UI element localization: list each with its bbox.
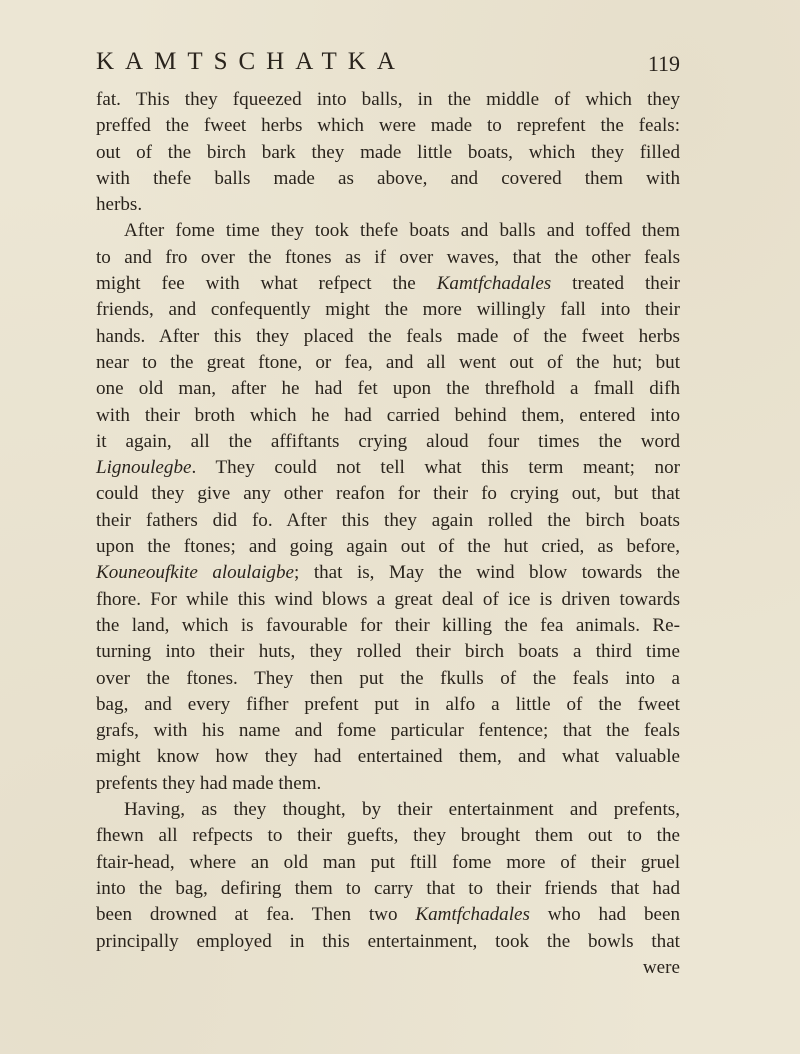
text-line — [96, 823, 680, 849]
text-line — [96, 350, 680, 376]
page-header — [96, 44, 680, 80]
text-segment: grafs, with his name and fome particular fentence; that the feals — [96, 720, 680, 742]
text-segment: After fome time they took thefe boats and balls and toffed them — [124, 220, 680, 242]
text-segment: fat. This they fqueezed into balls, in the middle of which they — [96, 89, 680, 110]
text-line — [96, 113, 680, 139]
text-line — [96, 324, 680, 350]
text-line — [96, 297, 680, 323]
text-segment: prefents they had made them. — [96, 772, 322, 794]
text-line — [96, 560, 680, 586]
text-segment: could they give any other reafon for their fo crying out, but that — [96, 483, 680, 505]
text-segment: who had been — [529, 904, 680, 926]
text-segment: it again, all the affiftants crying aloud four times the word — [96, 430, 680, 452]
text-segment: with thefe balls made as above, and covered them with — [96, 167, 680, 189]
text-line — [96, 455, 680, 481]
text-segment: preffed the fweet herbs which were made to reprefent the feals: — [96, 115, 680, 137]
text-segment: with their broth which he had carried behind them, entered into — [96, 404, 680, 426]
text-line — [96, 218, 680, 244]
text-line — [96, 850, 680, 876]
text-segment: might know how they had entertained them, and what valuable — [96, 746, 680, 768]
text-segment: principally employed in this entertainment, took the bowls that — [96, 930, 680, 952]
text-segment: bag, and every fifher prefent put in alfo a little of the fweet — [96, 693, 680, 715]
text-segment: near to the great ftone, or fea, and all went out of the hut; but — [96, 351, 680, 373]
text-segment: Having, as they thought, by their entertainment and prefents, — [124, 799, 680, 821]
text-segment: were — [642, 956, 680, 978]
body-text — [96, 87, 680, 981]
text-segment: been drowned at fea. Then two — [96, 904, 416, 926]
text-line — [96, 718, 680, 744]
page-number: 119 — [647, 51, 680, 76]
text-segment: treated their — [551, 273, 680, 295]
text-segment: fhore. For while this wind blows a great deal of ice is driven towards — [96, 588, 680, 610]
text-segment: the land, which is favourable for their killing the fea animals. Re- — [96, 614, 680, 636]
text-line — [96, 140, 680, 166]
text-line — [96, 429, 680, 455]
text-segment: herbs. — [96, 194, 143, 216]
text-line — [96, 692, 680, 718]
text-segment: their fathers did fo. After this they again rolled the birch boats — [96, 509, 680, 531]
text-line — [96, 376, 680, 402]
text-segment: friends, and confequently might the more willingly fall into their — [96, 299, 680, 321]
text-segment: over the ftones. They then put the fkulls of the feals into a — [96, 667, 680, 689]
text-segment: hands. After this they placed the feals made of the fweet herbs — [96, 325, 680, 347]
text-line — [96, 192, 680, 218]
text-line — [96, 639, 680, 665]
text-segment: fhewn all refpects to their guefts, they brought them out to the — [96, 825, 680, 847]
text-line — [96, 902, 680, 928]
text-line — [96, 744, 680, 770]
text-segment: might fee with what refpect the — [96, 273, 437, 295]
text-line — [96, 245, 680, 271]
text-line — [96, 166, 680, 192]
text-line — [96, 271, 680, 297]
text-line — [96, 876, 680, 902]
text-line — [96, 87, 680, 113]
text-segment: one old man, after he had fet upon the threfhold a fmall difh — [96, 378, 680, 400]
italic-term: Kouneoufkite aloulaigbe — [96, 562, 294, 584]
text-line — [96, 666, 680, 692]
italic-term: Kamtfchadales — [415, 904, 530, 926]
text-line — [96, 587, 680, 613]
text-line — [96, 797, 680, 823]
text-segment: . They could not tell what this term meant; nor — [191, 457, 680, 479]
text-line — [96, 771, 680, 797]
text-segment: upon the ftones; and going again out of the hut cried, as before, — [96, 536, 680, 558]
text-line — [96, 508, 680, 534]
text-line — [96, 403, 680, 429]
text-line — [96, 481, 680, 507]
running-title: KAMTSCHATKA — [96, 48, 406, 75]
text-segment: ftair-head, where an old man put ftill fome more of their gruel — [96, 851, 680, 873]
text-segment: turning into their huts, they rolled their birch boats a third time — [96, 641, 680, 663]
text-line — [96, 613, 680, 639]
italic-term: Lignoulegbe — [96, 457, 192, 479]
italic-term: Kamtfchadales — [436, 273, 552, 295]
text-segment: to and fro over the ftones as if over waves, that the other feals — [96, 246, 680, 268]
text-line — [96, 929, 680, 955]
text-line — [96, 534, 680, 560]
text-line — [96, 955, 680, 981]
text-segment: ; that is, May the wind blow towards the — [294, 562, 680, 584]
text-segment: into the bag, defiring them to carry that to their friends that had — [96, 877, 680, 899]
text-segment: out of the birch bark they made little boats, which they filled — [96, 141, 680, 163]
